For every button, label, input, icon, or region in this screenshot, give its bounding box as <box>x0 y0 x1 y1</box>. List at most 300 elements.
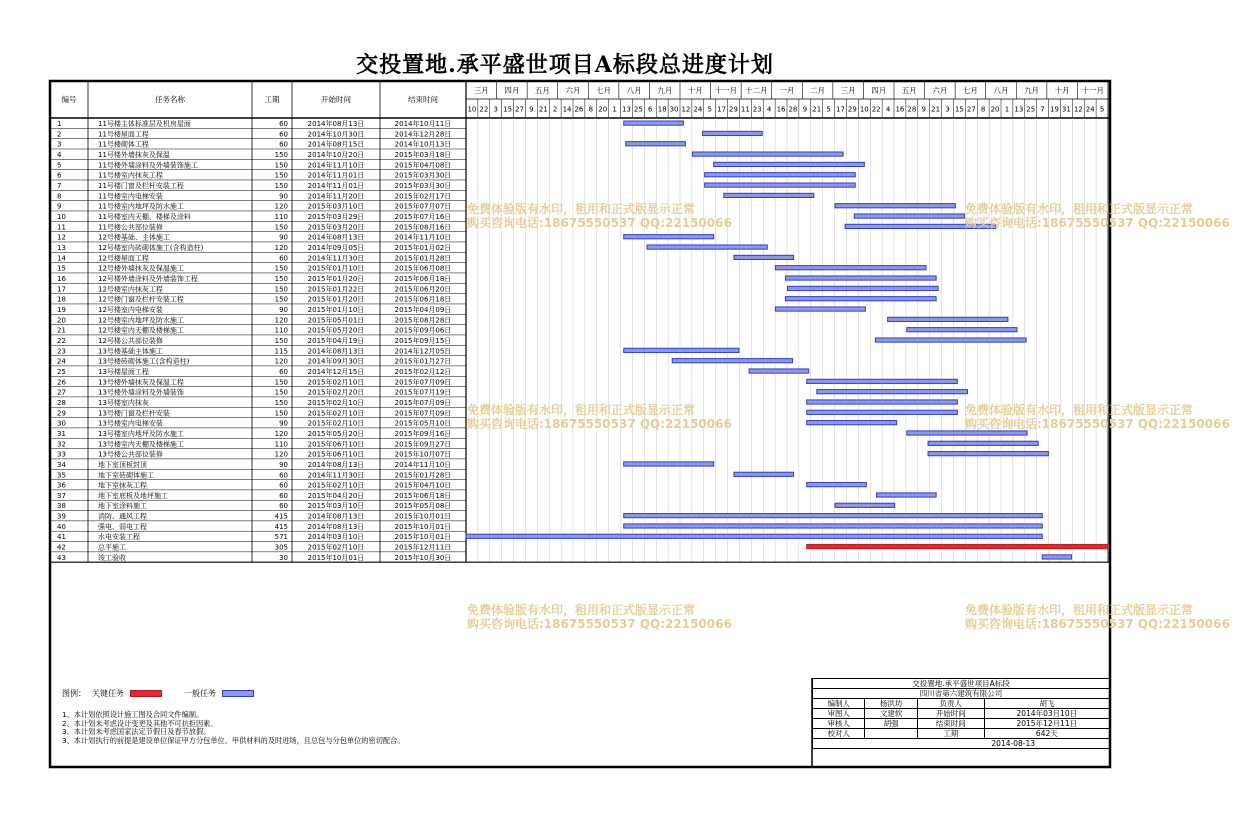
task-start: 2014年10月30日 <box>307 130 365 139</box>
task-duration: 571 <box>274 533 288 542</box>
day-label: 22 <box>871 105 881 114</box>
day-label: 26 <box>574 105 584 114</box>
gantt-bar <box>807 400 958 404</box>
task-end: 2015年07月09日 <box>394 409 452 418</box>
legend <box>62 688 254 699</box>
day-label: 13 <box>622 105 631 114</box>
task-id: 7 <box>57 182 62 191</box>
task-start: 2015年01月22日 <box>307 285 365 294</box>
gantt-bar <box>817 390 968 394</box>
day-label: 21 <box>931 105 941 114</box>
task-id: 2 <box>57 130 62 139</box>
task-name: 12号楼屋面工程 <box>98 254 149 263</box>
gantt-bar <box>624 235 714 239</box>
gantt-bar <box>835 503 895 507</box>
task-id: 14 <box>57 254 66 263</box>
task-id: 24 <box>57 357 66 366</box>
task-end: 2015年06月18日 <box>394 295 452 304</box>
task-end: 2015年10月01日 <box>394 533 452 542</box>
task-end: 2015年01月28日 <box>394 471 452 480</box>
day-label: 28 <box>907 105 917 114</box>
task-name: 地下室砖砌体施工 <box>98 471 154 480</box>
task-id: 26 <box>57 378 66 387</box>
task-start: 2015年05月20日 <box>307 326 365 335</box>
day-label: 6 <box>648 105 653 114</box>
signoff-table <box>812 678 1110 749</box>
task-duration: 90 <box>279 305 288 314</box>
signoff-company: 四川省第六建筑有限公司 <box>813 689 1110 699</box>
day-label: 3 <box>945 105 950 114</box>
task-duration: 60 <box>279 481 288 490</box>
month-label: 八月 <box>626 86 642 95</box>
task-duration: 150 <box>274 151 288 160</box>
signoff-cell: 开始时间 <box>917 709 984 719</box>
note-line: 2、本计划未考虑设计变更及其他不可抗拒因素。 <box>62 718 218 728</box>
task-name: 竣工验收 <box>98 553 126 562</box>
task-id: 42 <box>57 543 66 552</box>
task-start: 2015年03月10日 <box>307 502 365 511</box>
day-label: 1 <box>1004 105 1010 114</box>
gantt-bar <box>775 266 926 270</box>
day-label: 20 <box>990 105 1000 114</box>
task-duration: 120 <box>274 202 288 211</box>
task-duration: 150 <box>274 409 288 418</box>
task-name: 13号楼室内抹灰 <box>98 398 149 407</box>
task-end: 2014年10月11日 <box>394 120 452 129</box>
day-label: 22 <box>479 105 489 114</box>
task-end: 2015年07月16日 <box>394 213 452 221</box>
task-end: 2014年10月13日 <box>394 140 452 149</box>
watermark-line: 购买咨询电话:18675550537 QQ:22150066 <box>965 417 1230 431</box>
day-label: 9 <box>921 105 926 114</box>
task-duration: 60 <box>279 254 288 263</box>
task-duration: 60 <box>279 471 288 480</box>
gantt-bar <box>928 441 1038 445</box>
day-label: 27 <box>515 105 524 114</box>
month-label: 五月 <box>901 86 917 95</box>
task-duration: 150 <box>274 285 288 294</box>
task-duration: 90 <box>279 192 288 201</box>
column-header: 编号 <box>61 95 77 104</box>
task-start: 2014年03月10日 <box>307 533 365 542</box>
task-name: 消防、通风工程 <box>98 512 147 521</box>
gantt-bar <box>788 286 939 290</box>
task-id: 31 <box>57 429 66 438</box>
day-label: 5 <box>1099 105 1105 114</box>
task-duration: 120 <box>274 450 288 459</box>
day-label: 12 <box>1073 105 1083 114</box>
task-duration: 120 <box>274 357 288 366</box>
task-end: 2015年10月07日 <box>394 450 452 459</box>
task-start: 2015年01月10日 <box>307 264 365 273</box>
signoff-cell: 结束时间 <box>917 719 984 729</box>
task-name: 水电安装工程 <box>98 533 140 542</box>
task-end: 2015年09月27日 <box>394 440 452 449</box>
day-label: 16 <box>776 105 786 114</box>
task-start: 2015年05月20日 <box>307 429 365 438</box>
task-name: 11号楼砌体工程 <box>98 140 149 149</box>
gantt-bar <box>807 483 867 487</box>
task-id: 1 <box>57 120 62 129</box>
task-duration: 150 <box>274 295 288 304</box>
column-header: 开始时间 <box>321 95 351 104</box>
day-label: 15 <box>954 105 964 114</box>
task-start: 2015年01月10日 <box>307 305 365 314</box>
task-start: 2015年02月20日 <box>307 388 365 397</box>
task-name: 12号楼室内地坪及防水施工 <box>98 316 184 325</box>
watermark-line: 免费体验版有水印，租用和正式版显示正常 <box>467 202 696 216</box>
task-name: 12号楼室内抹灰工程 <box>98 285 163 294</box>
day-label: 17 <box>717 105 727 114</box>
gantt-bar <box>785 297 936 301</box>
gantt-bar <box>775 307 865 311</box>
day-label: 9 <box>529 105 534 114</box>
gantt-bar <box>714 162 865 166</box>
task-start: 2015年03月10日 <box>307 202 365 211</box>
month-label: 七月 <box>596 86 612 95</box>
task-start: 2015年01月20日 <box>307 295 365 304</box>
legend-critical-swatch <box>130 690 162 697</box>
task-end: 2015年08月28日 <box>394 316 452 325</box>
task-duration: 60 <box>279 120 288 129</box>
task-id: 3 <box>57 140 62 149</box>
legend-general-swatch <box>222 690 254 697</box>
day-label: 18 <box>657 105 667 114</box>
day-label: 10 <box>467 105 477 114</box>
watermark-line: 免费体验版有水印，租用和正式版显示正常 <box>965 202 1194 216</box>
task-id: 5 <box>57 161 62 170</box>
task-start: 2015年01月20日 <box>307 274 365 283</box>
month-label: 十月 <box>1054 86 1070 95</box>
month-label: 四月 <box>871 86 887 95</box>
month-label: 六月 <box>565 86 581 95</box>
task-end: 2015年07月09日 <box>394 398 452 407</box>
task-start: 2014年11月20日 <box>307 192 365 201</box>
day-label: 19 <box>1050 105 1059 114</box>
task-start: 2015年03月29日 <box>307 213 365 221</box>
task-end: 2015年09月15日 <box>394 336 452 345</box>
day-label: 29 <box>847 105 857 114</box>
task-duration: 60 <box>279 130 288 139</box>
task-name: 11号楼外墙涂料及外墙装饰施工 <box>98 161 198 170</box>
task-start: 2014年08月13日 <box>307 522 365 531</box>
task-name: 12号楼外墙涂料及外墙装饰工程 <box>98 274 198 283</box>
task-id: 28 <box>57 398 66 407</box>
task-id: 27 <box>57 388 66 397</box>
task-id: 40 <box>57 522 66 531</box>
signoff-project: 交投置地.承平盛世项目A标段 <box>813 679 1110 689</box>
task-duration: 115 <box>274 347 288 356</box>
task-id: 21 <box>57 326 66 335</box>
task-end: 2015年08月16日 <box>394 223 452 232</box>
task-end: 2014年11月10日 <box>394 233 452 242</box>
task-id: 13 <box>57 243 66 252</box>
watermark-line: 免费体验版有水印，租用和正式版显示正常 <box>467 403 696 417</box>
task-start: 2014年08月13日 <box>307 233 365 242</box>
gantt-bar <box>624 524 1043 528</box>
task-name: 12号楼室内天棚及楼梯施工 <box>98 326 184 335</box>
gantt-bar <box>626 142 686 146</box>
task-id: 17 <box>57 285 66 294</box>
month-label: 二月 <box>810 86 826 95</box>
task-name: 11号楼室内天棚、楼梯及涂料 <box>98 213 191 221</box>
task-start: 2014年11月10日 <box>307 161 365 170</box>
task-name: 11号楼门窗及栏杆安装工程 <box>98 182 184 191</box>
day-label: 2 <box>552 105 558 114</box>
note-line: 3、本计划执行的前提是建设单位保证甲方分包单位、甲供材料的及时进场，且总包与分包单位的密切配合。 <box>62 735 405 745</box>
day-label: 16 <box>895 105 905 114</box>
day-label: 20 <box>598 105 608 114</box>
month-label: 三月 <box>473 86 489 95</box>
task-id: 16 <box>57 274 66 283</box>
task-duration: 150 <box>274 264 288 273</box>
day-label: 24 <box>1085 105 1095 114</box>
task-name: 11号楼室内抹灰工程 <box>98 171 163 180</box>
gantt-bar <box>807 379 958 383</box>
day-label: 8 <box>980 105 986 114</box>
task-name: 11号楼屋面工程 <box>98 130 149 139</box>
day-label: 17 <box>836 105 845 114</box>
task-start: 2014年11月30日 <box>307 254 365 263</box>
task-duration: 60 <box>279 367 288 376</box>
day-label: 31 <box>1061 105 1071 114</box>
task-end: 2014年11月10日 <box>394 460 452 469</box>
day-label: 11 <box>740 105 750 114</box>
signoff-cell: 编制人 <box>813 699 865 709</box>
task-id: 39 <box>57 512 66 521</box>
task-name: 强电、弱电工程 <box>98 522 147 531</box>
gantt-bar <box>854 214 964 218</box>
task-duration: 150 <box>274 182 288 191</box>
task-id: 23 <box>57 347 66 356</box>
gantt-bar <box>875 338 1026 342</box>
task-duration: 150 <box>274 274 288 283</box>
task-start: 2015年04月20日 <box>307 491 365 500</box>
outer-frame <box>50 81 1110 767</box>
gantt-bar <box>692 152 843 156</box>
gantt-bar <box>835 204 955 208</box>
task-start: 2014年08月13日 <box>307 512 365 521</box>
task-name: 12号楼基础、主体施工 <box>98 233 170 242</box>
task-name: 总平施工 <box>98 543 126 552</box>
day-label: 13 <box>1014 105 1024 114</box>
task-end: 2015年03月30日 <box>394 171 452 180</box>
task-end: 2015年10月01日 <box>394 522 452 531</box>
signoff-cell: 2014年03月10日 <box>984 709 1109 719</box>
day-label: 27 <box>966 105 976 114</box>
task-end: 2015年05月08日 <box>394 502 452 511</box>
day-label: 23 <box>752 105 762 114</box>
task-name: 13号楼室内天棚及楼梯施工 <box>98 440 184 449</box>
month-label: 四月 <box>504 86 520 95</box>
month-label: 十一月 <box>1081 86 1104 95</box>
month-label: 十月 <box>687 86 703 95</box>
task-start: 2015年02月10日 <box>307 543 365 552</box>
task-duration: 305 <box>274 543 288 552</box>
task-start: 2015年06月10日 <box>307 450 365 459</box>
task-start: 2015年10月01日 <box>307 553 365 562</box>
month-label: 八月 <box>993 86 1009 95</box>
gantt-bar <box>624 121 684 125</box>
task-name: 12号楼门窗及栏杆安装工程 <box>98 295 184 304</box>
task-duration: 60 <box>279 140 288 149</box>
task-name: 13号楼砖砌体施工(含构造柱) <box>98 357 190 366</box>
signoff-cell: 胡飞 <box>984 699 1109 709</box>
note-line: 1、本计划依照设计施工图及合同文件编制。 <box>62 710 204 719</box>
column-header: 结束时间 <box>408 95 438 104</box>
task-duration: 150 <box>274 171 288 180</box>
task-duration: 110 <box>274 440 288 449</box>
month-label: 九月 <box>657 86 673 95</box>
day-label: 21 <box>812 105 822 114</box>
task-duration: 90 <box>279 233 288 242</box>
day-label: 24 <box>693 105 703 114</box>
task-start: 2014年08月13日 <box>307 460 365 469</box>
gantt-bar <box>807 421 897 425</box>
task-end: 2015年04月09日 <box>394 305 452 314</box>
gantt-bar <box>624 462 714 466</box>
task-name: 11号楼公共部位装修 <box>98 223 163 232</box>
task-end: 2015年02月17日 <box>394 192 452 201</box>
task-name: 13号楼屋面工程 <box>98 367 149 376</box>
day-label: 21 <box>538 105 548 114</box>
task-id: 10 <box>57 213 66 221</box>
task-start: 2014年08月13日 <box>307 120 365 129</box>
task-name: 13号楼室内地坪及防水施工 <box>98 429 184 438</box>
task-end: 2015年07月07日 <box>394 202 452 211</box>
task-name: 11号楼主体标准层及机房屋面 <box>98 120 191 129</box>
task-id: 19 <box>57 305 66 314</box>
task-id: 38 <box>57 502 66 511</box>
day-label: 5 <box>826 105 831 114</box>
month-label: 七月 <box>962 86 978 95</box>
task-name: 地下室抹灰工程 <box>98 481 147 490</box>
task-name: 地下室底板及地坪施工 <box>98 491 168 500</box>
task-duration: 150 <box>274 378 288 387</box>
gantt-bar <box>749 369 809 373</box>
month-label: 六月 <box>932 86 948 95</box>
signoff-cell: 642天 <box>984 729 1109 739</box>
signoff-cell: 审核人 <box>813 719 865 729</box>
month-label: 五月 <box>534 86 550 95</box>
gantt-bar <box>624 348 739 352</box>
task-start: 2014年11月30日 <box>307 471 365 480</box>
task-id: 9 <box>57 202 62 211</box>
month-label: 三月 <box>840 86 856 95</box>
task-start: 2014年11月01日 <box>307 171 365 180</box>
signoff-date: 2014-08-13 <box>917 739 1109 749</box>
task-duration: 110 <box>274 326 288 335</box>
day-label: 9 <box>802 105 808 114</box>
page-title: 交投置地.承平盛世项目A标段总进度计划 <box>356 52 774 78</box>
task-duration: 150 <box>274 388 288 397</box>
task-name: 12号楼室内砖砌体施工(含构造柱) <box>98 243 204 252</box>
day-label: 4 <box>766 105 772 114</box>
gantt-bar <box>624 514 1043 518</box>
watermark-line: 购买咨询电话:18675550537 QQ:22150066 <box>467 216 732 230</box>
task-start: 2014年08月15日 <box>307 140 365 149</box>
signoff-cell <box>865 729 917 739</box>
gantt-bar <box>734 472 794 476</box>
task-id: 11 <box>57 223 66 232</box>
task-end: 2015年03月18日 <box>394 151 452 160</box>
task-duration: 415 <box>274 522 288 531</box>
task-id: 29 <box>57 409 66 418</box>
task-end: 2015年06月18日 <box>394 274 452 283</box>
signoff-cell: 校对人 <box>813 729 865 739</box>
task-end: 2015年07月19日 <box>394 388 452 397</box>
gantt-bar <box>807 410 958 414</box>
task-id: 4 <box>57 151 62 160</box>
day-label: 29 <box>729 105 738 114</box>
task-end: 2015年09月16日 <box>394 429 452 438</box>
task-id: 15 <box>57 264 66 273</box>
month-label: 十二月 <box>745 86 768 95</box>
legend-label: 图例： <box>62 689 86 698</box>
task-end: 2015年01月02日 <box>394 243 452 252</box>
watermark-line: 购买咨询电话:18675550537 QQ:22150066 <box>965 216 1230 230</box>
column-header: 工期 <box>264 95 280 104</box>
task-end: 2014年12月28日 <box>394 130 452 139</box>
task-start: 2015年04月19日 <box>307 336 365 345</box>
task-end: 2015年07月09日 <box>394 378 452 387</box>
task-id: 12 <box>57 233 66 242</box>
task-duration: 60 <box>279 491 288 500</box>
task-start: 2014年09月05日 <box>307 243 365 252</box>
day-label: 1 <box>612 105 617 114</box>
gantt-bar <box>466 534 1042 538</box>
task-end: 2015年12月11日 <box>394 543 452 552</box>
task-start: 2014年11月01日 <box>307 182 365 191</box>
gantt-bar <box>807 545 1108 549</box>
watermark-line: 购买咨询电话:18675550537 QQ:22150066 <box>467 617 732 631</box>
watermark-line: 购买咨询电话:18675550537 QQ:22150066 <box>467 417 732 431</box>
task-id: 25 <box>57 367 66 376</box>
task-duration: 150 <box>274 336 288 345</box>
task-end: 2015年06月20日 <box>394 285 452 294</box>
task-start: 2015年02月10日 <box>307 378 365 387</box>
task-end: 2015年02月12日 <box>394 367 452 376</box>
task-duration: 415 <box>274 512 288 521</box>
day-label: 4 <box>885 105 891 114</box>
task-start: 2015年02月10日 <box>307 419 365 428</box>
gantt-bar <box>672 359 792 363</box>
task-name: 11号楼外墙抹灰及保温 <box>98 151 170 160</box>
gantt-bar <box>888 317 1008 321</box>
task-start: 2014年08月13日 <box>307 347 365 356</box>
task-start: 2015年02月10日 <box>307 398 365 407</box>
task-end: 2015年01月27日 <box>394 357 452 366</box>
gantt-bar <box>703 131 763 135</box>
task-end: 2015年04月10日 <box>394 481 452 490</box>
signoff-cell: 2015年12月11日 <box>984 719 1109 729</box>
signoff-cell: 杨洪坊 <box>865 699 917 709</box>
task-start: 2014年09月30日 <box>307 357 365 366</box>
task-id: 35 <box>57 471 66 480</box>
task-name: 13号楼室内电梯安装 <box>98 419 163 428</box>
gantt-bar <box>907 431 1027 435</box>
gantt-bar <box>705 173 856 177</box>
task-name: 13号楼门窗及栏杆安装 <box>98 409 170 418</box>
month-label: 一月 <box>779 86 795 95</box>
task-id: 32 <box>57 440 66 449</box>
task-duration: 110 <box>274 213 288 221</box>
gantt-bar <box>705 183 856 187</box>
gantt-bar <box>785 276 936 280</box>
task-end: 2015年03月30日 <box>394 182 452 191</box>
column-header: 任务名称 <box>155 95 185 104</box>
legend-general-label: 一般任务 <box>184 689 216 698</box>
